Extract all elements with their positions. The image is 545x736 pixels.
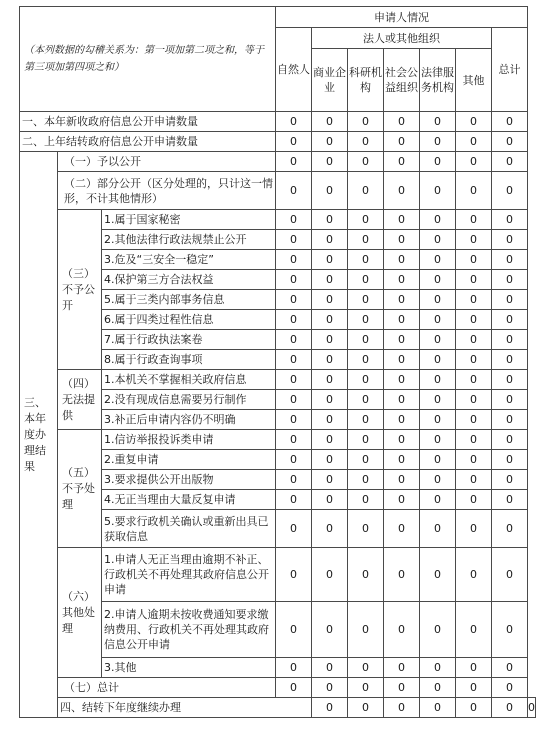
value-cell: 0 <box>276 270 312 290</box>
value-cell: 0 <box>312 678 348 698</box>
group6-label: （六）其他处理 <box>58 548 102 678</box>
value-cell: 0 <box>312 370 348 390</box>
value-cell: 0 <box>276 470 312 490</box>
value-cell: 0 <box>456 410 492 430</box>
row-label: 7.属于行政执法案卷 <box>102 330 276 350</box>
value-cell: 0 <box>492 678 528 698</box>
value-cell: 0 <box>420 510 456 548</box>
value-cell: 0 <box>276 602 312 658</box>
value-cell: 0 <box>420 330 456 350</box>
value-cell: 0 <box>492 548 528 602</box>
value-cell: 0 <box>456 602 492 658</box>
row-label: （二）部分公开（区分处理的，只计这一情形，不计其他情形） <box>58 172 276 210</box>
value-cell: 0 <box>312 172 348 210</box>
section3-label: 三、本年度办理结果 <box>20 152 58 718</box>
value-cell: 0 <box>492 658 528 678</box>
table-row <box>20 370 536 390</box>
row-label: （一）予以公开 <box>58 152 276 172</box>
value-cell: 0 <box>348 210 384 230</box>
value-cell: 0 <box>312 470 348 490</box>
value-cell: 0 <box>492 430 528 450</box>
value-cell: 0 <box>348 350 384 370</box>
value-cell: 0 <box>492 172 528 210</box>
value-cell: 0 <box>348 172 384 210</box>
value-cell: 0 <box>456 430 492 450</box>
row-label: 四、结转下年度继续办理 <box>58 698 312 718</box>
value-cell: 0 <box>384 350 420 370</box>
value-cell: 0 <box>312 548 348 602</box>
value-cell: 0 <box>456 152 492 172</box>
value-cell: 0 <box>528 698 536 718</box>
value-cell: 0 <box>492 330 528 350</box>
value-cell: 0 <box>384 658 420 678</box>
value-cell: 0 <box>456 698 492 718</box>
table-row <box>20 152 536 172</box>
value-cell: 0 <box>276 658 312 678</box>
value-cell: 0 <box>420 410 456 430</box>
value-cell: 0 <box>492 602 528 658</box>
value-cell: 0 <box>384 210 420 230</box>
value-cell: 0 <box>348 698 384 718</box>
value-cell: 0 <box>348 548 384 602</box>
value-cell: 0 <box>420 152 456 172</box>
value-cell: 0 <box>456 310 492 330</box>
value-cell: 0 <box>384 510 420 548</box>
col-other-header: 其他 <box>456 49 492 112</box>
value-cell: 0 <box>456 450 492 470</box>
table-row <box>20 698 536 718</box>
header-row-applicant <box>20 7 536 28</box>
value-cell: 0 <box>348 310 384 330</box>
value-cell: 0 <box>492 390 528 410</box>
value-cell: 0 <box>276 152 312 172</box>
value-cell: 0 <box>456 230 492 250</box>
row-label: 1.本机关不掌握相关政府信息 <box>102 370 276 390</box>
value-cell: 0 <box>420 132 456 152</box>
group3-label: （三）不予公开 <box>58 210 102 370</box>
legal-entity-header: 法人或其他组织 <box>312 28 492 49</box>
row-label: 5.属于三类内部事务信息 <box>102 290 276 310</box>
value-cell: 0 <box>456 548 492 602</box>
value-cell: 0 <box>348 450 384 470</box>
row-label: 2.其他法律行政法规禁止公开 <box>102 230 276 250</box>
value-cell: 0 <box>492 112 528 132</box>
row-label: 3.要求提供公开出版物 <box>102 470 276 490</box>
value-cell: 0 <box>348 390 384 410</box>
value-cell: 0 <box>420 698 456 718</box>
value-cell: 0 <box>312 658 348 678</box>
value-cell: 0 <box>276 490 312 510</box>
value-cell: 0 <box>348 410 384 430</box>
value-cell: 0 <box>348 602 384 658</box>
value-cell: 0 <box>492 152 528 172</box>
value-cell: 0 <box>384 370 420 390</box>
value-cell: 0 <box>492 470 528 490</box>
value-cell: 0 <box>384 698 420 718</box>
value-cell: 0 <box>420 658 456 678</box>
col-law-header: 法律服务机构 <box>420 49 456 112</box>
row-label: 3.补正后申请内容仍不明确 <box>102 410 276 430</box>
value-cell: 0 <box>420 290 456 310</box>
value-cell: 0 <box>384 152 420 172</box>
value-cell: 0 <box>492 350 528 370</box>
disclosure-statistics-table <box>19 6 536 718</box>
row-label: 1.属于国家秘密 <box>102 210 276 230</box>
value-cell: 0 <box>276 172 312 210</box>
col-social-header: 社会公益组织 <box>384 49 420 112</box>
value-cell: 0 <box>384 230 420 250</box>
value-cell: 0 <box>312 112 348 132</box>
value-cell: 0 <box>492 270 528 290</box>
value-cell: 0 <box>312 270 348 290</box>
value-cell: 0 <box>456 678 492 698</box>
value-cell: 0 <box>420 250 456 270</box>
value-cell: 0 <box>312 490 348 510</box>
value-cell: 0 <box>384 390 420 410</box>
value-cell: 0 <box>492 310 528 330</box>
row-label: （七）总计 <box>58 678 276 698</box>
value-cell: 0 <box>276 230 312 250</box>
value-cell: 0 <box>492 410 528 430</box>
value-cell: 0 <box>384 172 420 210</box>
row-label: 2.没有现成信息需要另行制作 <box>102 390 276 410</box>
value-cell: 0 <box>384 490 420 510</box>
value-cell: 0 <box>276 430 312 450</box>
value-cell: 0 <box>456 470 492 490</box>
value-cell: 0 <box>384 548 420 602</box>
value-cell: 0 <box>348 112 384 132</box>
value-cell: 0 <box>420 112 456 132</box>
value-cell: 0 <box>276 678 312 698</box>
group4-label: （四）无法提供 <box>58 370 102 430</box>
value-cell: 0 <box>384 270 420 290</box>
value-cell: 0 <box>456 350 492 370</box>
value-cell: 0 <box>348 658 384 678</box>
value-cell: 0 <box>348 430 384 450</box>
row-label: 二、上年结转政府信息公开申请数量 <box>20 132 276 152</box>
table-row <box>20 210 536 230</box>
value-cell: 0 <box>348 678 384 698</box>
value-cell: 0 <box>384 602 420 658</box>
value-cell: 0 <box>384 410 420 430</box>
value-cell: 0 <box>456 370 492 390</box>
value-cell: 0 <box>384 310 420 330</box>
value-cell: 0 <box>384 430 420 450</box>
value-cell: 0 <box>384 250 420 270</box>
col-research-header: 科研机构 <box>348 49 384 112</box>
value-cell: 0 <box>348 490 384 510</box>
value-cell: 0 <box>456 132 492 152</box>
value-cell: 0 <box>456 510 492 548</box>
value-cell: 0 <box>348 470 384 490</box>
value-cell: 0 <box>384 112 420 132</box>
value-cell: 0 <box>456 330 492 350</box>
value-cell: 0 <box>456 210 492 230</box>
value-cell: 0 <box>420 270 456 290</box>
table-row <box>20 430 536 450</box>
value-cell: 0 <box>384 290 420 310</box>
value-cell: 0 <box>312 152 348 172</box>
value-cell: 0 <box>456 658 492 678</box>
col-total-header: 总计 <box>492 28 528 112</box>
value-cell: 0 <box>312 290 348 310</box>
value-cell: 0 <box>312 310 348 330</box>
value-cell: 0 <box>492 250 528 270</box>
value-cell: 0 <box>492 450 528 470</box>
value-cell: 0 <box>420 310 456 330</box>
value-cell: 0 <box>384 132 420 152</box>
value-cell: 0 <box>384 678 420 698</box>
value-cell: 0 <box>420 490 456 510</box>
value-cell: 0 <box>420 230 456 250</box>
value-cell: 0 <box>492 230 528 250</box>
value-cell: 0 <box>312 602 348 658</box>
row-label: 2.申请人逾期未按收费通知要求缴纳费用、行政机关不再处理其政府信息公开申请 <box>102 602 276 658</box>
value-cell: 0 <box>456 172 492 210</box>
col-business-header: 商业企业 <box>312 49 348 112</box>
row-label: 6.属于四类过程性信息 <box>102 310 276 330</box>
applicant-header: 申请人情况 <box>276 7 528 28</box>
value-cell: 0 <box>492 370 528 390</box>
value-cell: 0 <box>420 450 456 470</box>
value-cell: 0 <box>492 290 528 310</box>
value-cell: 0 <box>276 290 312 310</box>
value-cell: 0 <box>276 350 312 370</box>
value-cell: 0 <box>456 270 492 290</box>
value-cell: 0 <box>312 330 348 350</box>
value-cell: 0 <box>456 390 492 410</box>
value-cell: 0 <box>348 250 384 270</box>
value-cell: 0 <box>348 510 384 548</box>
value-cell: 0 <box>348 330 384 350</box>
value-cell: 0 <box>276 250 312 270</box>
value-cell: 0 <box>420 548 456 602</box>
value-cell: 0 <box>312 698 348 718</box>
value-cell: 0 <box>348 270 384 290</box>
value-cell: 0 <box>276 330 312 350</box>
value-cell: 0 <box>348 230 384 250</box>
value-cell: 0 <box>420 350 456 370</box>
note-cell: （本列数据的勾稽关系为：第一项加第二项之和，等于第三项加第四项之和） <box>20 7 276 112</box>
value-cell: 0 <box>384 330 420 350</box>
row-label: 一、本年新收政府信息公开申请数量 <box>20 112 276 132</box>
group5-label: （五）不予处理 <box>58 430 102 548</box>
row-label: 4.保护第三方合法权益 <box>102 270 276 290</box>
value-cell: 0 <box>312 510 348 548</box>
value-cell: 0 <box>384 470 420 490</box>
row-label: 4.无正当理由大量反复申请 <box>102 490 276 510</box>
table-row <box>20 678 536 698</box>
value-cell: 0 <box>276 390 312 410</box>
value-cell: 0 <box>420 210 456 230</box>
value-cell: 0 <box>420 430 456 450</box>
value-cell: 0 <box>384 450 420 470</box>
value-cell: 0 <box>276 112 312 132</box>
row-label: 3.危及“三安全一稳定” <box>102 250 276 270</box>
value-cell: 0 <box>420 172 456 210</box>
value-cell: 0 <box>348 152 384 172</box>
value-cell: 0 <box>276 210 312 230</box>
table-row <box>20 172 536 210</box>
value-cell: 0 <box>456 250 492 270</box>
row-label: 1.申请人无正当理由逾期不补正、行政机关不再处理其政府信息公开申请 <box>102 548 276 602</box>
row-label: 1.信访举报投诉类申请 <box>102 430 276 450</box>
value-cell: 0 <box>312 132 348 152</box>
value-cell: 0 <box>348 370 384 390</box>
row-label: 5.要求行政机关确认或重新出具已获取信息 <box>102 510 276 548</box>
row-label: 3.其他 <box>102 658 276 678</box>
report-table-wrapper <box>19 6 536 718</box>
value-cell: 0 <box>312 250 348 270</box>
value-cell: 0 <box>420 470 456 490</box>
row-label: 8.属于行政查询事项 <box>102 350 276 370</box>
col-natural-header: 自然人 <box>276 28 312 112</box>
table-row <box>20 112 536 132</box>
value-cell: 0 <box>312 390 348 410</box>
value-cell: 0 <box>312 450 348 470</box>
value-cell: 0 <box>456 112 492 132</box>
value-cell: 0 <box>276 370 312 390</box>
value-cell: 0 <box>492 510 528 548</box>
value-cell: 0 <box>348 290 384 310</box>
value-cell: 0 <box>348 132 384 152</box>
value-cell: 0 <box>312 350 348 370</box>
value-cell: 0 <box>456 290 492 310</box>
value-cell: 0 <box>492 490 528 510</box>
value-cell: 0 <box>492 132 528 152</box>
value-cell: 0 <box>276 410 312 430</box>
value-cell: 0 <box>420 602 456 658</box>
value-cell: 0 <box>420 370 456 390</box>
table-row <box>20 548 536 602</box>
row-label: 2.重复申请 <box>102 450 276 470</box>
value-cell: 0 <box>312 230 348 250</box>
value-cell: 0 <box>276 450 312 470</box>
value-cell: 0 <box>276 132 312 152</box>
value-cell: 0 <box>276 510 312 548</box>
table-row <box>20 132 536 152</box>
value-cell: 0 <box>420 678 456 698</box>
value-cell: 0 <box>492 698 528 718</box>
value-cell: 0 <box>420 390 456 410</box>
value-cell: 0 <box>276 310 312 330</box>
value-cell: 0 <box>276 548 312 602</box>
value-cell: 0 <box>312 430 348 450</box>
value-cell: 0 <box>312 410 348 430</box>
value-cell: 0 <box>312 210 348 230</box>
value-cell: 0 <box>492 210 528 230</box>
value-cell: 0 <box>456 490 492 510</box>
